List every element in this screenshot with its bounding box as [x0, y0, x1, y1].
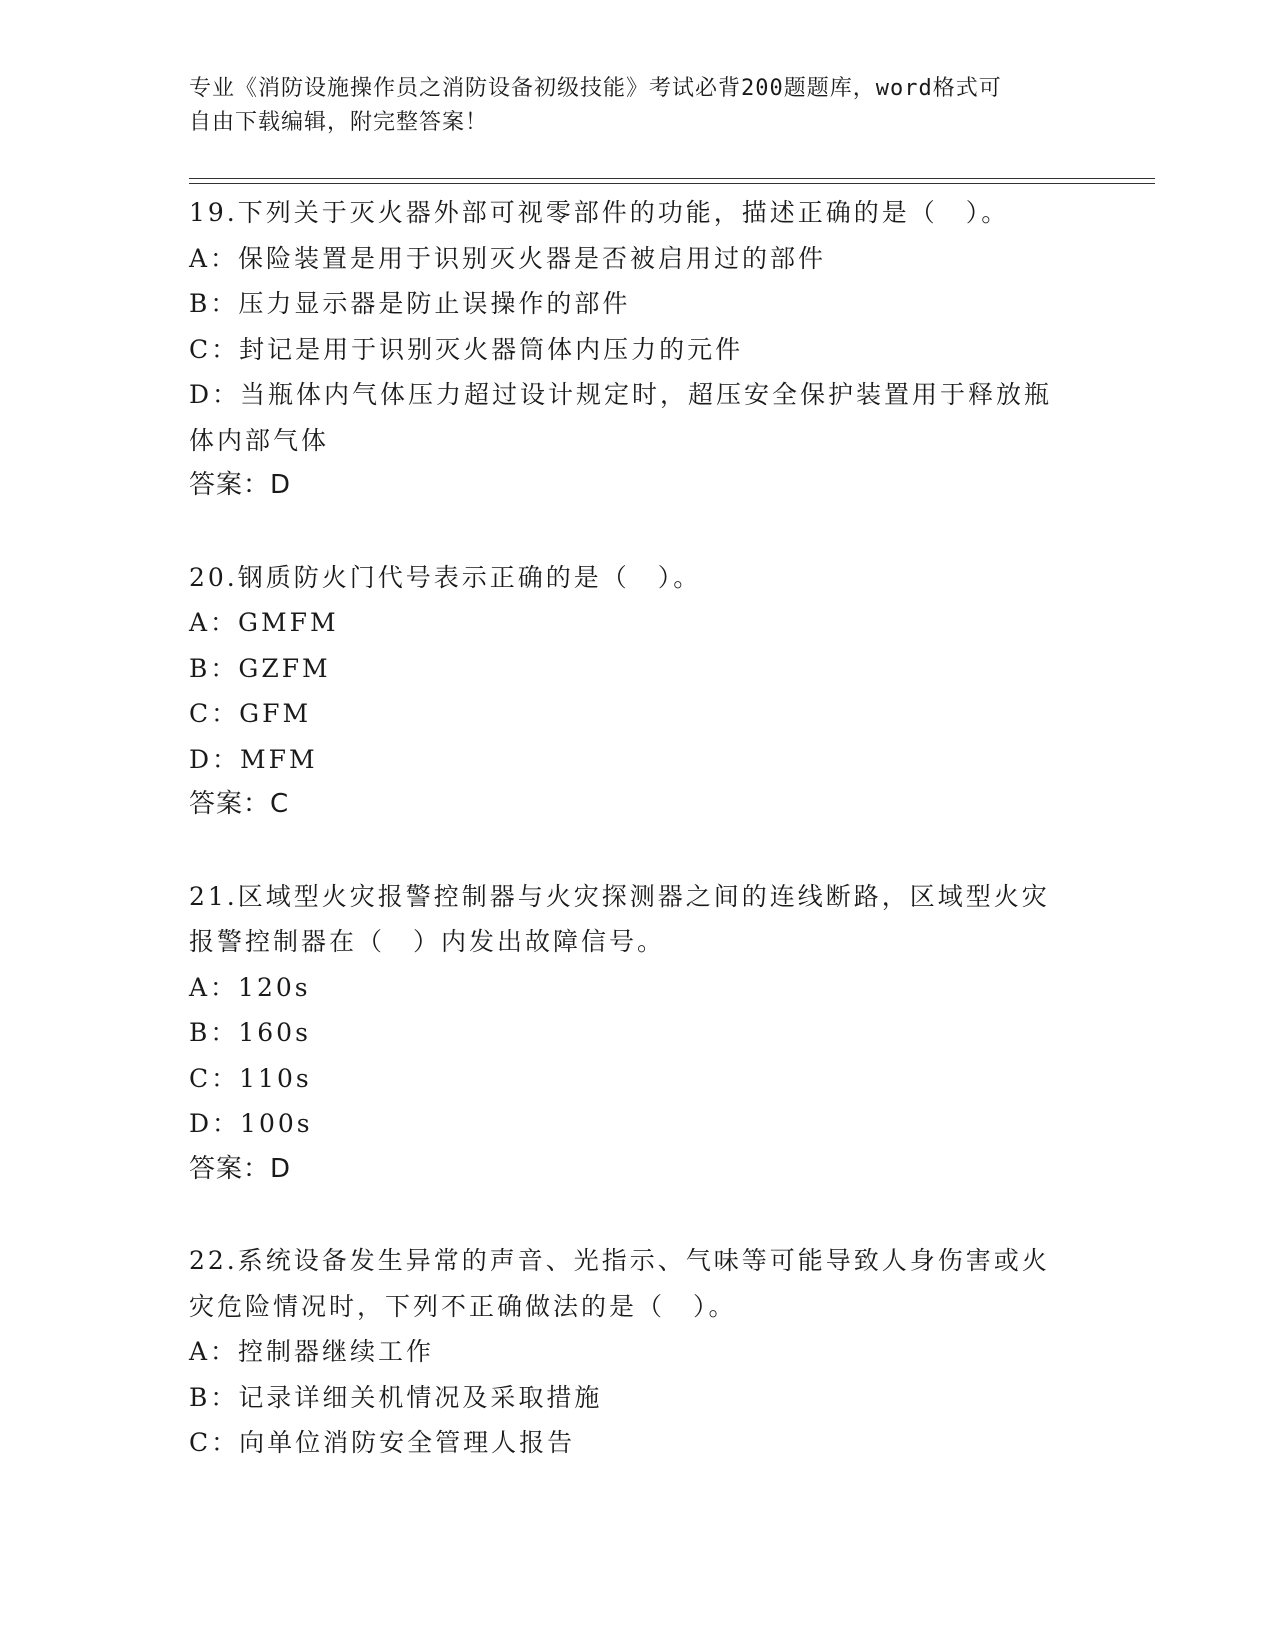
header-line-1: 专业《消防设施操作员之消防设备初级技能》考试必背200题题库，word格式可: [189, 76, 1002, 101]
answer-option: A：GMFM: [189, 608, 339, 637]
answer-option: C：封记是用于识别灭火器筒体内压力的元件: [189, 334, 744, 364]
question-item: [189, 190, 1089, 509]
answer-option: D：MFM: [189, 744, 318, 774]
page-header: [189, 72, 1069, 140]
answer-option: B：GZFM: [189, 653, 331, 683]
question-item: [189, 1238, 1089, 1466]
question-stem: 22.系统设备发生异常的声音、光指示、气味等可能导致人身伤害或火: [189, 1246, 1050, 1275]
answer-option: B：压力显示器是防止误操作的部件: [189, 289, 631, 318]
question-stem: 19.下列关于灭火器外部可视零部件的功能，描述正确的是（ ）。: [189, 198, 1010, 227]
correct-answer: 答案：D: [189, 470, 292, 500]
correct-answer: 答案：D: [189, 1153, 292, 1184]
answer-option: C：GFM: [189, 699, 312, 728]
question-stem: 20.钢质防火门代号表示正确的是（ ）。: [189, 562, 702, 592]
answer-option: B：记录详细关机情况及采取措施: [189, 1382, 603, 1412]
answer-option: D：100s: [189, 1109, 313, 1138]
question-stem: 21.区域型火灾报警控制器与火灾探测器之间的连线断路，区域型火灾: [189, 881, 1050, 911]
answer-option: A：保险装置是用于识别灭火器是否被启用过的部件: [189, 243, 827, 273]
question-stem: 灾危险情况时，下列不正确做法的是（ ）。: [189, 1291, 737, 1321]
header-line-2: 自由下载编辑，附完整答案！: [189, 110, 489, 135]
header-divider: [189, 178, 1155, 184]
answer-option: A：控制器继续工作: [189, 1337, 435, 1366]
question-stem: 报警控制器在（ ）内发出故障信号。: [189, 927, 666, 956]
answer-option: A：120s: [189, 972, 311, 1002]
question-item: [189, 874, 1089, 1193]
question-item: [189, 555, 1089, 828]
answer-option: B：160s: [189, 1018, 311, 1047]
answer-option: 体内部气体: [189, 425, 330, 455]
correct-answer: 答案：C: [189, 789, 290, 819]
answer-option: C：向单位消防安全管理人报告: [189, 1428, 576, 1457]
answer-option: C：110s: [189, 1063, 312, 1093]
answer-option: D：当瓶体内气体压力超过设计规定时，超压安全保护装置用于释放瓶: [189, 380, 1053, 409]
question-list: [189, 190, 1089, 1512]
